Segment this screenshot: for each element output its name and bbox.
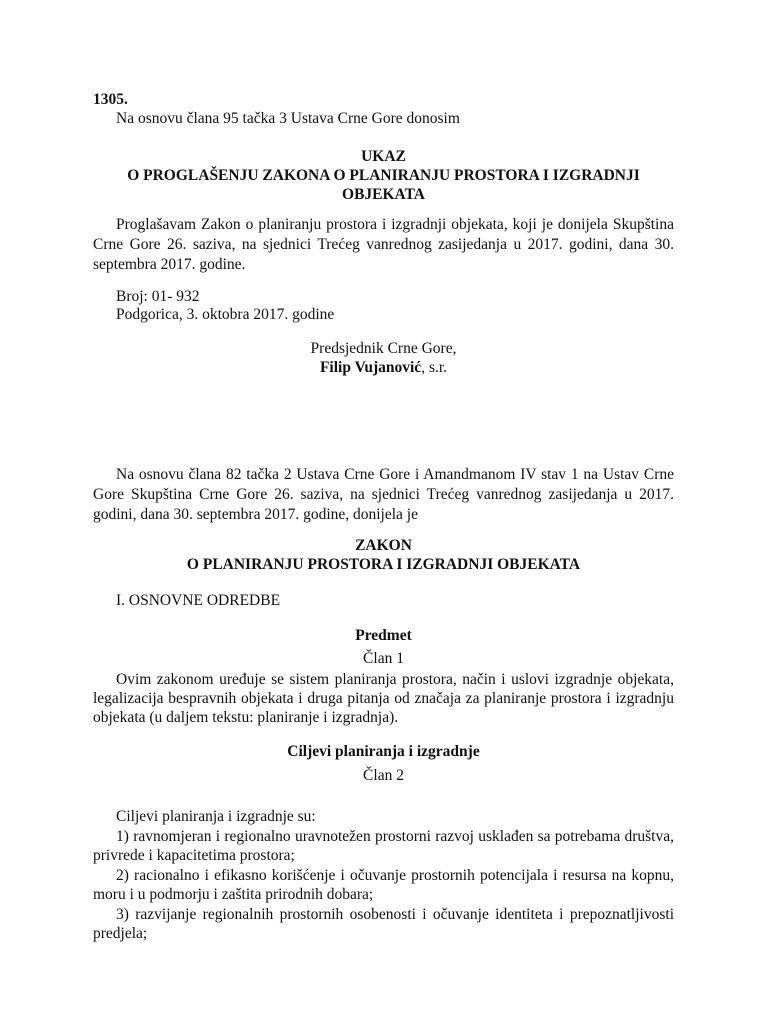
section-heading: I. OSNOVNE ODREDBE (116, 592, 281, 609)
preamble-line: godini, dana 30. septembra 2017. godine, donijela je (93, 506, 418, 523)
article-heading: Ciljevi planiranja i izgradnje (287, 743, 480, 760)
ukaz-paragraph-line: septembra 2017. godine. (93, 256, 246, 273)
ukaz-subtitle: OBJEKATA (342, 186, 425, 203)
place-date: Podgorica, 3. oktobra 2017. godine (116, 306, 335, 323)
ukaz-paragraph-line: Crne Gore 26. saziva, na sjednici Trećeg vanrednog zasijedanja u 2017. godini, dana 30. (93, 236, 674, 253)
preamble-line: Gore Skupština Crne Gore 26. saziva, na sjednici Trećeg vanrednog zasijedanja u 2017. (93, 486, 674, 503)
list-item: 1) ravnomjeran i regionalno uravnotežen prostorni razvoj usklađen sa potrebama društva, (116, 828, 674, 845)
ukaz-paragraph-line: Proglašavam Zakon o planiranju prostora i izgradnji objekata, koji je donijela Skupština (116, 216, 674, 233)
article-line: objekata (u daljem tekstu: planiranje i izgradnja). (93, 709, 399, 726)
list-item: 2) racionalno i efikasno korišćenje i očuvanje prostornih potencijala i resursa na kopnu, (116, 867, 674, 884)
list-item: moru i u podmorju i zaštita prirodnih dobara; (93, 886, 374, 903)
ukaz-title: UKAZ (361, 148, 406, 165)
decree-number: Broj: 01- 932 (116, 288, 200, 305)
list-item: privrede i kapacitetima prostora; (93, 847, 295, 864)
signer-title: Predsjednik Crne Gore, (310, 340, 457, 357)
article-label: Član 2 (363, 767, 404, 784)
signer (93, 359, 674, 377)
list-item: predjela; (93, 925, 148, 942)
zakon-title: ZAKON (355, 537, 412, 554)
preamble-line: Na osnovu člana 82 tačka 2 Ustava Crne Gore i Amandmanom IV stav 1 na Ustav Crne (116, 466, 674, 483)
list-item: 3) razvijanje regionalnih prostornih osobenosti i očuvanje identiteta i prepoznatljivosti (116, 906, 674, 923)
article-line: Ovim zakonom uređuje se sistem planiranja prostora, način i uslovi izgradnje objekata, (116, 671, 674, 688)
ukaz-subtitle: O PROGLAŠENJU ZAKONA O PLANIRANJU PROSTORA I IZGRADNJI (127, 167, 640, 184)
zakon-subtitle: O PLANIRANJU PROSTORA I IZGRADNJI OBJEKATA (186, 556, 581, 573)
signer-suffix: , s.r. (421, 359, 448, 376)
document-number: 1305. (93, 91, 128, 108)
article-heading: Predmet (355, 627, 412, 644)
article-intro: Ciljevi planiranja i izgradnje su: (116, 808, 316, 825)
signer-name: Filip Vujanović (319, 359, 422, 376)
article-line: legalizacija bespravnih objekata i druga pitanja od značaja za planiranje prostora i izgradnju (93, 690, 674, 707)
intro-text: Na osnovu člana 95 tačka 3 Ustava Crne Gore donosim (116, 110, 460, 127)
article-label: Član 1 (363, 650, 404, 667)
